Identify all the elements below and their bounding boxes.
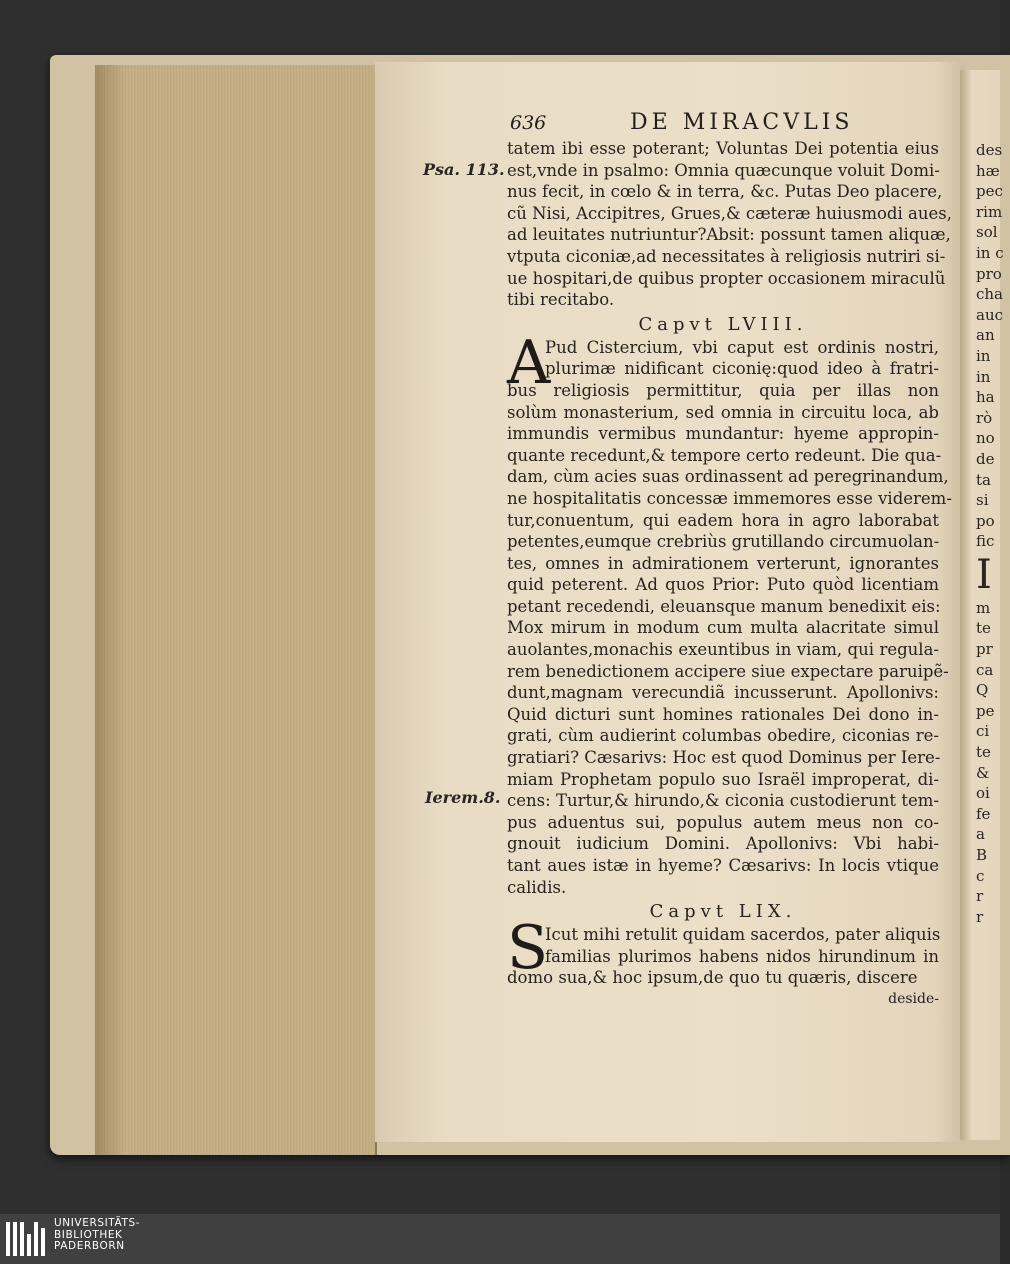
chapter-body xyxy=(507,913,941,989)
text-line: miam Prophetam populo suo Israël improperat, di- xyxy=(507,769,939,789)
facing-page-fragment: Q xyxy=(976,681,989,700)
facing-page-fragment: I xyxy=(976,551,992,598)
facing-page-fragment: de xyxy=(976,449,995,468)
text-line: immundis vermibus mundantur: hyeme appropin- xyxy=(507,424,939,444)
facing-page-fragment: fe xyxy=(976,804,991,823)
facing-page-fragment: ca xyxy=(976,660,994,679)
library-name-line-1: UNIVERSITÄTS- xyxy=(54,1217,141,1229)
chapter-body xyxy=(507,327,952,898)
facing-page-fragment: & xyxy=(976,763,990,782)
margin-note-psalm: Psa. 113. xyxy=(423,160,505,179)
text-line: calidis. xyxy=(507,877,567,897)
text-line: Pud Cistercium, vbi caput est ordinis nostri, xyxy=(545,337,939,357)
text-line: tes, omnes in admirationem verterunt, ignorantes xyxy=(507,553,939,573)
text-line: solùm monasterium, sed omnia in circuitu loca, ab xyxy=(507,402,939,422)
facing-page-fragment: B xyxy=(976,846,988,864)
page-header xyxy=(510,112,950,140)
text-line: dam, cùm acies suas ordinassent ad peregrinandum, xyxy=(507,467,949,487)
facing-page-fragment: des xyxy=(976,141,1003,159)
text-line: domo sua,& hoc ipsum,de quo tu quæris, discere xyxy=(507,968,918,988)
text-line: est,vnde in psalmo: Omnia quæcunque voluit Domi- xyxy=(507,160,940,180)
body-text xyxy=(507,138,952,1011)
library-name-line-2: BIBLIOTHEK xyxy=(54,1228,123,1241)
chapter-heading: Capvt LIX. xyxy=(649,901,797,923)
text-line: ue hospitari,de quibus propter occasionem miraculũ xyxy=(507,268,946,288)
page-edges xyxy=(95,65,377,1155)
margin-note-jeremiah: Ierem.8. xyxy=(425,788,501,807)
facing-page-fragment: in c xyxy=(976,243,1004,262)
facing-page-fragment: pe xyxy=(976,701,995,720)
text-line: pus aduentus sui, populus autem meus non co- xyxy=(507,812,939,832)
chapter-heading: Capvt LVIII. xyxy=(638,313,808,335)
text-line: rem benedictionem accipere siue expectare paruipẽ- xyxy=(507,661,949,681)
text-line: petentes,eumque crebriùs grutillando circumuolan- xyxy=(507,532,940,552)
facing-page-fragment: a xyxy=(976,825,985,844)
facing-page-fragment: po xyxy=(976,511,995,530)
facing-page-fragment: in xyxy=(976,367,991,386)
page-number: 636 xyxy=(510,112,547,134)
facing-page-fragment: auc xyxy=(976,305,1004,324)
text-line: vtputa ciconiæ,ad necessitates à religiosis nutriri si- xyxy=(507,246,946,266)
text-line: tur,conuentum, qui eadem hora in agro laborabat xyxy=(507,510,939,530)
facing-page-fragment: ta xyxy=(976,470,991,489)
text-line: nus fecit, in cœlo & in terra, &c. Putas Deo placere, xyxy=(507,182,943,202)
facing-page-fragment: ci xyxy=(976,722,990,741)
facing-page-fragment: hæ xyxy=(976,161,1000,180)
text-line: auolantes,monachis exeuntibus in viam, qui regula- xyxy=(507,640,939,660)
text-line: petant recedendi, eleuansque manum benedixit eis: xyxy=(507,596,941,616)
facing-page-fragment: oi xyxy=(976,784,990,803)
text-line: Mox mirum in modum cum multa alacritate simul xyxy=(507,618,939,638)
facing-page-fragment: pec xyxy=(976,182,1003,201)
drop-cap: A xyxy=(507,327,551,398)
facing-page-fragment: pr xyxy=(976,640,993,659)
running-head: DE MIRACVLIS xyxy=(630,110,854,135)
text-line: Icut mihi retulit quidam sacerdos, pater aliquis xyxy=(545,925,941,945)
text-line: cens: Turtur,& hirundo,& ciconia custodierunt tem- xyxy=(507,791,939,811)
text-line: dunt,magnam verecundiã incusserunt. Apollonivs: xyxy=(507,683,939,703)
text-line: ad leuitates nutriuntur?Absit: possunt tamen aliquæ, xyxy=(507,225,951,245)
text-line: Quid dicturi sunt homines rationales Dei dono in- xyxy=(507,704,939,724)
text-line: familias plurimos habens nidos hirundinum in xyxy=(545,946,939,966)
facing-page-fragment: c xyxy=(976,866,985,885)
text-line: bus religiosis permittitur, quia per illas non xyxy=(507,380,939,400)
facing-page-fragment: no xyxy=(976,429,995,448)
text-line: plurimæ nidificant ciconię:quod ideo à fratri- xyxy=(545,359,939,379)
facing-page-fragment: in xyxy=(976,346,991,365)
facing-page-fragment: te xyxy=(976,743,991,762)
facing-page-fragment: r xyxy=(976,887,984,906)
facing-page-fragment: cha xyxy=(976,285,1004,304)
facing-page-fragment: rò xyxy=(976,408,993,427)
text-line: gratiari? Cæsarivs: Hoc est quod Dominus per Iere- xyxy=(507,748,941,768)
drop-cap: S xyxy=(507,913,549,984)
facing-page-fragment: an xyxy=(976,326,995,345)
library-logo-icon xyxy=(6,1222,50,1256)
text-line: gnouit iudicium Domini. Apollonivs: Vbi habi- xyxy=(507,834,939,854)
facing-page-fragment: sol xyxy=(976,223,998,242)
facing-page-fragment: te xyxy=(976,619,991,638)
facing-page-fragment: r xyxy=(976,907,984,926)
library-name-line-3: PADERBORN xyxy=(54,1240,125,1252)
page-edges-shade xyxy=(95,65,125,1155)
facing-page-fragment: si xyxy=(976,491,989,510)
facing-page-fragment: fic xyxy=(976,532,995,551)
facing-page-text xyxy=(976,140,1004,927)
library-footer xyxy=(0,1214,1000,1264)
text-line: tant aues istæ in hyeme? Cæsarivs: In locis vtique xyxy=(507,856,939,875)
facing-page-fragment: pro xyxy=(976,264,1002,283)
library-name xyxy=(54,1218,140,1253)
text-line: tibi recitabo. xyxy=(507,290,615,310)
text-line: ne hospitalitatis concessæ immemores esse viderem- xyxy=(507,488,952,508)
text-line: quid peterent. Ad quos Prior: Puto quòd licentiam xyxy=(507,575,939,595)
text-line: tatem ibi esse poterant; Voluntas Dei potentia eius xyxy=(507,139,939,158)
text-line: quante recedunt,& tempore certo redeunt. Die qua- xyxy=(507,445,942,465)
catchword: deside- xyxy=(888,990,939,1007)
facing-page-fragment: ha xyxy=(976,388,995,407)
facing-page-fragment: rim xyxy=(976,202,1003,221)
text-line: cũ Nisi, Accipitres, Grues,& cæteræ huiusmodi aues, xyxy=(507,203,952,223)
text-line: grati, cùm audierint columbas obedire, ciconias re- xyxy=(507,726,939,746)
facing-page-fragment: m xyxy=(976,598,991,617)
